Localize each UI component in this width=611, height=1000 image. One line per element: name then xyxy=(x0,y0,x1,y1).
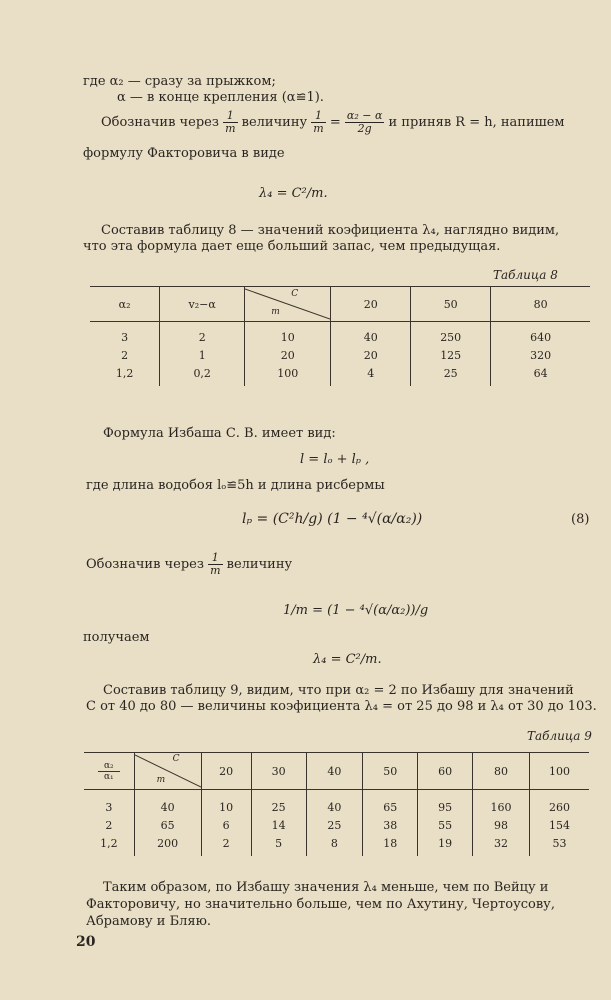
paragraph-2: Составив таблицу 8 — значений коэфициента λ₄, наглядно видим, xyxy=(101,223,560,238)
paragraph-table9-cont: C от 40 до 80 — величины коэфициента λ₄ = от 25 до 98 и λ₄ от 30 до 103. xyxy=(86,699,597,714)
table9-head-100: 100 xyxy=(530,753,589,790)
table-row: 3 2 10 40 250 640 xyxy=(90,322,590,347)
page-number: 20 xyxy=(76,934,96,950)
equation-number: (8) xyxy=(571,512,590,527)
formula-lp: lₚ = (C²h/g) (1 − ⁴√(α/α₂)) xyxy=(242,511,423,527)
table8-head-80: 80 xyxy=(491,287,590,322)
paragraph-1-cont: формулу Факторовича в виде xyxy=(83,146,285,161)
table9-head-cm: C m xyxy=(134,753,201,790)
table9-head-30: 30 xyxy=(251,753,306,790)
table8-head-alpha2: α₂ xyxy=(118,297,131,311)
table8-head-v2: v₂−α xyxy=(160,287,245,322)
paragraph-poluchaem: получаем xyxy=(83,630,150,645)
paragraph-table9: Составив таблицу 9, видим, что при α₂ = 2 по Избашу для значений xyxy=(103,683,574,698)
conclusion-line-3: Абрамову и Бляю. xyxy=(86,914,212,929)
table-row: 1,2 200 2 5 8 18 19 32 53 xyxy=(84,834,589,856)
table8-head-20: 20 xyxy=(331,287,411,322)
table-8 xyxy=(90,286,590,386)
table-row: 3 40 10 25 40 65 95 160 260 xyxy=(84,790,589,817)
formula-l: l = lₒ + lₚ , xyxy=(300,452,370,467)
diagonal-divider xyxy=(245,287,330,321)
table8-caption: Таблица 8 xyxy=(493,268,558,282)
definition-alpha: α — в конце крепления (α≌1). xyxy=(117,90,324,105)
table-row: 2 65 6 14 25 38 55 98 154 xyxy=(84,816,589,834)
table9-head-alpha: α₂ α₁ xyxy=(84,753,134,790)
table9-caption: Таблица 9 xyxy=(527,729,592,743)
table9-head-40: 40 xyxy=(306,753,363,790)
paragraph-2-cont: что эта формула дает еще больший запас, чем предыдущая. xyxy=(83,239,501,254)
diagonal-divider xyxy=(135,753,201,789)
paragraph-vodoboy: где длина водобоя lₒ≌5h и длина рисбермы xyxy=(86,478,385,493)
table-9 xyxy=(84,752,589,856)
paragraph-1: Обозначив через $\frac{1}{m}$ величину $\frac{1}{m}$ = $\frac{\text{α₂ − α}}{2g}$ и приняв R = h, напишем xyxy=(101,109,565,135)
table8-head-50: 50 xyxy=(411,287,491,322)
formula-factorovich: λ₄ = C²/m. xyxy=(259,186,328,201)
definition-alpha2: где α₂ — сразу за прыжком; xyxy=(83,74,276,89)
table-row: 1,2 0,2 100 4 25 64 xyxy=(90,364,590,386)
table-row: 2 1 20 20 125 320 xyxy=(90,346,590,364)
paragraph-oboznachiv: Обозначив через $\frac{1}{m}$ величину xyxy=(86,551,293,577)
formula-lambda4: λ₄ = C²/m. xyxy=(313,652,382,667)
table9-head-80: 80 xyxy=(473,753,530,790)
table9-head-60: 60 xyxy=(418,753,473,790)
table9-head-20: 20 xyxy=(201,753,251,790)
table8-head-cm: C m xyxy=(245,287,331,322)
paragraph-izbash: Формула Избаша С. В. имеет вид: xyxy=(103,426,336,441)
conclusion-line-1: Таким образом, по Избашу значения λ₄ меньше, чем по Вейцу и xyxy=(103,880,549,895)
table9-head-50: 50 xyxy=(363,753,418,790)
formula-1m: 1/m = (1 − ⁴√(α/α₂))/g xyxy=(283,603,429,618)
conclusion-line-2: Факторовичу, но значительно больше, чем по Ахутину, Чертоусову, xyxy=(86,897,555,912)
